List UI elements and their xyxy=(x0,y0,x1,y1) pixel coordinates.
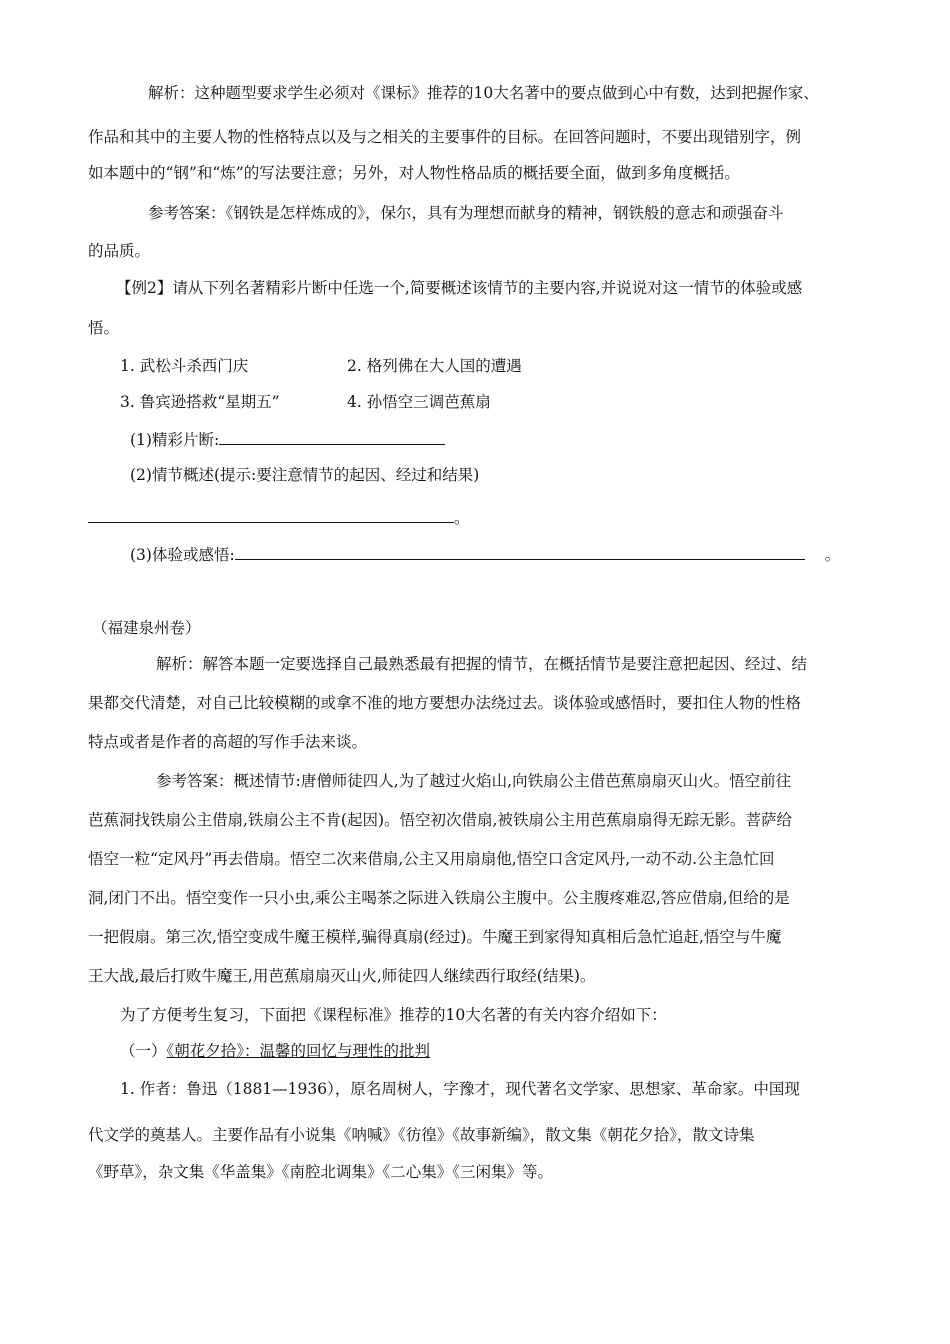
question-2-label: (2)情节概述(提示:要注意情节的起因、经过和结果) xyxy=(130,466,480,484)
author-line-2: 代文学的奠基人。主要作品有小说集《呐喊》《彷徨》《故事新编》，散文集《朝花夕拾》，散文诗集 xyxy=(88,1126,755,1144)
question-3-blank xyxy=(235,543,805,560)
option-3: 3. 鲁宾逊搭救“星期五” xyxy=(120,393,280,411)
answer-2-line-3: 悟空一粒“定风丹”再去借扇。悟空二次来借扇,公主又用扇扇他,悟空口含定风丹,一动不动.公主急忙回 xyxy=(88,850,775,868)
answer-2-line-6: 王大战,最后打败牛魔王,用芭蕉扇扇灭山火,师徒四人继续西行取经(结果)。 xyxy=(88,967,596,985)
section-1-heading xyxy=(120,1041,430,1061)
answer-2-line-4: 洞,闭门不出。悟空变作一只小虫,乘公主喝茶之际进入铁扇公主腹中。公主腹疼难忍,答应借扇,但给的是 xyxy=(88,889,790,907)
analysis-2-line-3: 特点或者是作者的高超的写作手法来谈。 xyxy=(88,733,368,751)
example-2-line-1: 【例2】请从下列名著精彩片断中任选一个,简要概述该情节的主要内容,并说说对这一情节的体验或感 xyxy=(116,279,803,297)
option-1: 1. 武松斗杀西门庆 xyxy=(120,357,249,375)
option-4: 4. 孙悟空三调芭蕉扇 xyxy=(347,393,491,411)
author-line-3: 《野草》，杂文集《华盖集》《南腔北调集》《二心集》《三闲集》等。 xyxy=(88,1163,554,1181)
source-label: （福建泉州卷） xyxy=(92,619,201,637)
analysis-1-line-3: 如本题中的“钢”和“炼”的写法要注意；另外，对人物性格品质的概括要全面，做到多角度概括。 xyxy=(88,164,740,182)
answer-2-line-1: 参考答案：概述情节:唐僧师徒四人,为了越过火焰山,向铁扇公主借芭蕉扇扇灭山火。悟空前往 xyxy=(156,772,792,790)
intro-line: 为了方便考生复习，下面把《课程标准》推荐的10大名著的有关内容介绍如下： xyxy=(120,1006,667,1024)
question-2-end-mark: 。 xyxy=(454,509,470,527)
question-2-answer-line xyxy=(88,506,470,528)
analysis-2-line-2: 果都交代清楚，对自己比较模糊的或拿不准的地方要想办法绕过去。谈体验或感悟时，要扣住人物的性格 xyxy=(88,694,802,712)
question-2-blank xyxy=(88,506,454,523)
question-3-label: (3)体验或感悟: xyxy=(130,546,235,564)
section-1-title-link[interactable]: 《朝花夕拾》：温馨的回忆与理性的批判 xyxy=(166,1042,431,1060)
author-line-1: 1. 作者：鲁迅（1881—1936），原名周树人，字豫才，现代著名文学家、思想家、革命家。中国现 xyxy=(120,1080,800,1098)
question-1 xyxy=(130,428,445,450)
analysis-1-line-1: 解析：这种题型要求学生必须对《课标》推荐的10大名著中的要点做到心中有数，达到把握作家、 xyxy=(148,84,819,102)
question-1-label: (1)精彩片断: xyxy=(130,431,220,449)
question-1-blank xyxy=(219,428,445,445)
answer-2-line-2: 芭蕉洞找铁扇公主借扇,铁扇公主不肯(起因)。悟空初次借扇,被铁扇公主用芭蕉扇扇得无踪无影。菩萨给 xyxy=(88,811,792,829)
analysis-2-line-1: 解析：解答本题一定要选择自己最熟悉最有把握的情节，在概括情节是要注意把起因、经过、结 xyxy=(156,655,808,673)
option-2: 2. 格列佛在大人国的遭遇 xyxy=(347,357,522,375)
question-3-end-mark: 。 xyxy=(824,546,841,564)
answer-1-line-1: 参考答案：《钢铁是怎样炼成的》，保尔，具有为理想而献身的精神，钢铁般的意志和顽强奋斗 xyxy=(148,204,784,222)
example-2-line-2: 悟。 xyxy=(88,319,120,337)
answer-2-line-5: 一把假扇。第三次,悟空变成牛魔王模样,骗得真扇(经过)。牛魔王到家得知真相后急忙追赶,悟空与牛魔 xyxy=(88,928,782,946)
question-3 xyxy=(130,543,840,565)
analysis-1-line-2: 作品和其中的主要人物的性格特点以及与之相关的主要事件的目标。在回答问题时，不要出现错别字，例 xyxy=(88,128,802,146)
section-1-prefix: （一） xyxy=(120,1042,167,1060)
answer-1-line-2: 的品质。 xyxy=(88,242,151,260)
